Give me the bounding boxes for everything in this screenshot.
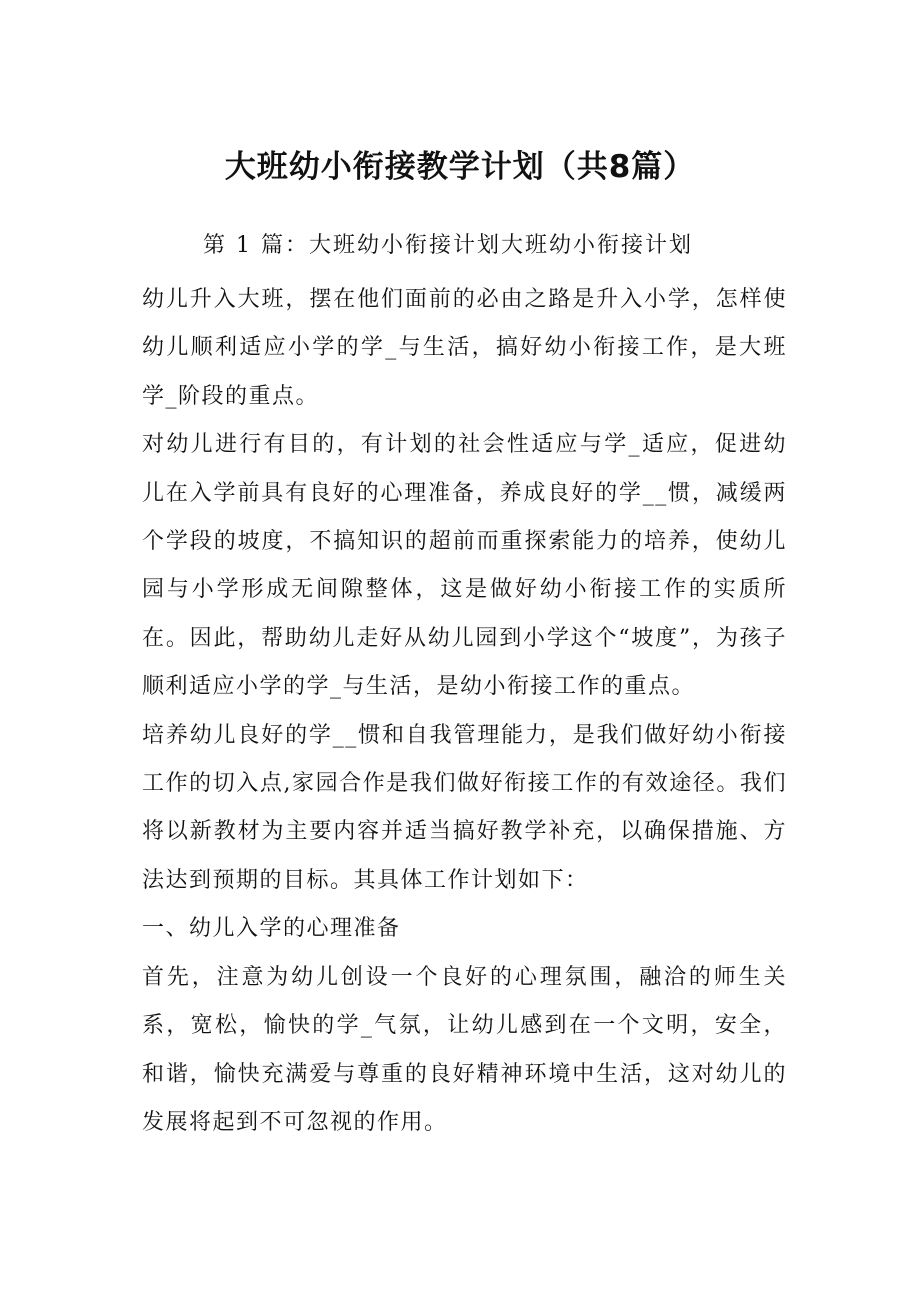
paragraph-plan: 培养幼儿良好的学__惯和自我管理能力，是我们做好幼小衔接工作的切入点,家园合作是我们做好衔接工作的有效途径。我们将以新教材为主要内容并适当搞好教学补充，以确保措施、方法达到预期的目标。其具体工作计划如下： <box>142 722 787 893</box>
section-heading: 第 1 篇：大班幼小衔接计划大班幼小衔接计划 <box>203 233 693 258</box>
document-title: 大班幼小衔接教学计划（共8篇） <box>224 149 696 185</box>
paragraph-psychological-atmosphere: 首先，注意为幼儿创设一个良好的心理氛围，融洽的师生关系，宽松，愉快的学_气氛，让幼儿感到在一个文明，安全，和谐，愉快充满爱与尊重的良好精神环境中生活，这对幼儿的发展将起到不可忽视的作用。 <box>142 964 787 1135</box>
paragraph-purpose: 对幼儿进行有目的，有计划的社会性适应与学_适应，促进幼儿在入学前具有良好的心理准备，养成良好的学__惯，减缓两个学段的坡度，不搞知识的超前而重探索能力的培养，使幼儿园与小学形成无间隙整体，这是做好幼小衔接工作的实质所在。因此，帮助幼儿走好从幼儿园到小学这个“坡度”，为孩子顺利适应小学的学_与生活，是幼小衔接工作的重点。 <box>142 432 787 700</box>
subheading-psychological-preparation: 一、幼儿入学的心理准备 <box>142 916 401 942</box>
document-body <box>142 276 787 1147</box>
paragraph-intro: 幼儿升入大班，摆在他们面前的必由之路是升入小学，怎样使幼儿顺利适应小学的学_与生活，搞好幼小衔接工作，是大班学_阶段的重点。 <box>142 287 787 409</box>
